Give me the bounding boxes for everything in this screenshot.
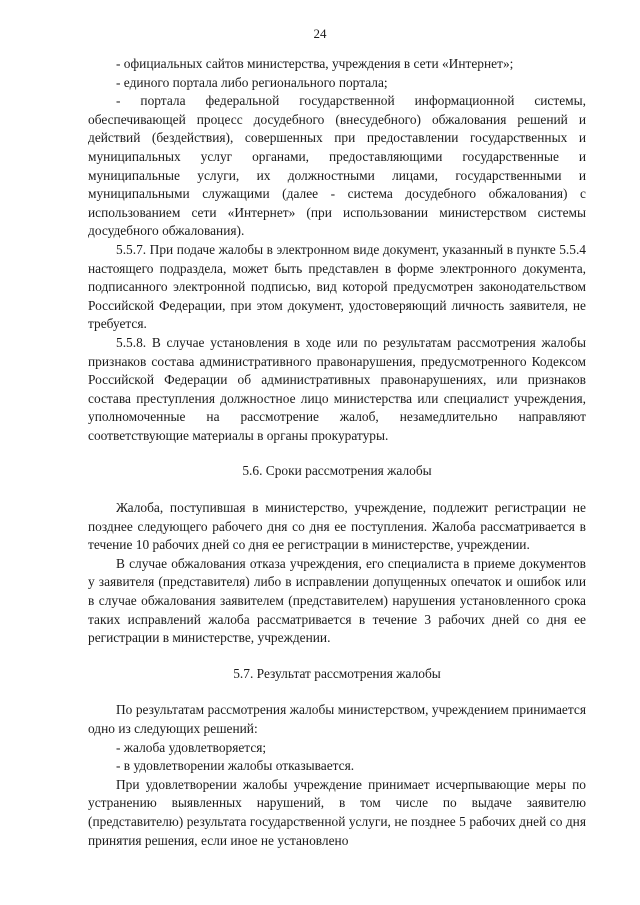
list-item-complaint-satisfied: - жалоба удовлетворяется; xyxy=(116,739,267,755)
paragraph-decision-intro: По результатам рассмотрения жалобы министерством, учреждением принимается одно из следующих решений: xyxy=(88,702,586,736)
paragraph-satisfaction-measures: При удовлетворении жалобы учреждение принимает исчерпывающие меры по устранению выявленных нарушений, в том числе по выдаче заявителю (представителю) результата государственной услуги, не позднее 5 рабочих дней со дня принятия решения, если иное не установлено xyxy=(88,776,586,848)
list-item-official-sites: - официальных сайтов министерства, учреждения в сети «Интернет»; xyxy=(116,56,514,71)
list-item-single-portal: - единого портала либо регионального портала; xyxy=(116,74,388,90)
list-item-federal-portal: - портала федеральной государственной информационной системы, обеспечивающей процесс досудебного (внесудебного) обжалования решений и действий (бездействия), совершенных при предоставлении государственных и муниципальных услуг органами, предоставляющими государственные и муниципальные услуги, их должностными лицами, государственными и муниципальными служащими (далее - система досудебного обжалования) с использованием сети «Интернет» (при использовании министерством системы досудебного обжалования). xyxy=(88,93,586,239)
section-heading-5-7: 5.7. Результат рассмотрения жалобы xyxy=(233,665,441,681)
paragraph-registration-term: Жалоба, поступившая в министерство, учреждение, подлежит регистрации не позднее следующего рабочего дня со дня ее поступления. Жалоба рассматривается в течение 10 рабочих дней со дня ее регистрации в министерстве, учреждении. xyxy=(88,500,586,553)
document-body xyxy=(88,55,586,850)
list-item-complaint-refused: - в удовлетворении жалобы отказывается. xyxy=(116,758,355,774)
section-heading-5-6: 5.6. Сроки рассмотрения жалобы xyxy=(242,463,432,479)
paragraph-refusal-appeal: В случае обжалования отказа учреждения, его специалиста в приеме документов у заявителя (представителя) либо в исправлении допущенных опечаток и ошибок или в случае обжалования заявителем (представителем) нарушения установленного срока таких исправлений жалоба рассматривается в течение 3 рабочих дней со дня ее регистрации в министерстве, учреждении. xyxy=(88,555,586,646)
page-number: 24 xyxy=(313,26,327,41)
paragraph-5-5-8: 5.5.8. В случае установления в ходе или по результатам рассмотрения жалобы признаков состава административного правонарушения, предусмотренного Кодексом Российской Федерации об административных правонарушениях, или признаков состава преступления должностное лицо министерства или специалист учреждения, уполномоченные на рассмотрение жалоб, незамедлительно направляют соответствующие материалы в органы прокуратуры. xyxy=(88,334,586,443)
paragraph-5-5-7: 5.5.7. При подаче жалобы в электронном виде документ, указанный в пункте 5.5.4 настоящего подраздела, может быть представлен в форме электронного документа, подписанного электронной подписью, вид которой предусмотрен законодательством Российской Федерации, при этом документ, удостоверяющий личность заявителя, не требуется. xyxy=(88,241,586,332)
